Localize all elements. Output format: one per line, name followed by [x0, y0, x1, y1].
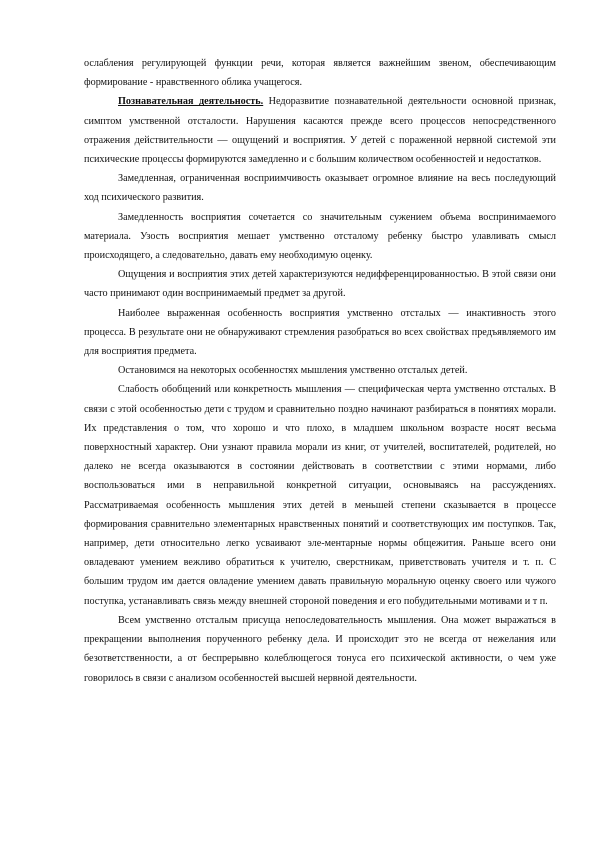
paragraph-5-text: Ощущения и восприятия этих детей характеризуются недифференцированностью. В этой связи они часто принимают один воспринимаемый предмет за другой. — [84, 269, 556, 300]
paragraph-4 — [84, 208, 556, 266]
paragraph-9 — [84, 611, 556, 688]
paragraph-7 — [84, 361, 556, 380]
paragraph-7-text: Остановимся на некоторых особенностях мышления умственно отсталых детей. — [118, 365, 468, 377]
document-page — [84, 54, 556, 688]
paragraph-1 — [84, 54, 556, 92]
paragraph-2 — [84, 92, 556, 169]
section-heading-inline: Познавательная деятельность. — [118, 96, 264, 108]
paragraph-6-text: Наиболее выраженная особенность восприятия умственно отсталых — инактивность этого процесса. В результате они не обнаруживают стремления разобраться во всех свойствах предъявляемого им для восприятия предмета. — [84, 307, 556, 358]
paragraph-5 — [84, 265, 556, 303]
paragraph-1-text: ослабления регулирующей функции речи, которая является важнейшим звеном, обеспечивающим формирование - нравственного облика учащегося. — [84, 58, 556, 89]
paragraph-6 — [84, 304, 556, 362]
paragraph-8-text: Слабость обобщений или конкретность мышления — специфическая черта умственно отсталых. В связи с этой особенностью дети с трудом и сравнительно поздно начинают разбираться в понятиях морали. Их представления о том, что хорошо и что плохо, в младшем школьном возрасте носят весьма поверхностный характер. Они узнают правила морали из книг, от учителей, воспитателей, родителей, но далеко не всегда оказываются в состоянии действовать в соответствии с этими нормами, либо воспользоваться ими в неправильной конкретной ситуации, основываясь на рассуждениях. Рассматриваемая особенность мышления этих детей в меньшей степени сказывается в процессе формирования сравнительно элементарных нравственных понятий и соответствующих им поступков. Так, например, дети относительно легко усваивают эле-ментарные нормы общежития. Раньше всего они овладевают умением вежливо обратиться к учителю, сверстникам, приветствовать учителя и т. п. С большим трудом им дается овладение умением давать правильную моральную оценку своего или чужого поступка, устанавливать связь между внешней стороной поведения и его побудительными мотивами и т п. — [84, 384, 556, 607]
paragraph-3-text: Замедленная, ограниченная восприимчивость оказывает огромное влияние на весь последующий ход психического развития. — [84, 173, 556, 204]
paragraph-4-text: Замедленность восприятия сочетается со значительным сужением объема воспринимаемого материала. Узость восприятия мешает умственно отсталому ребенку быстро улавливать смысл происходящего, а следовательно, давать ему необходимую оценку. — [84, 211, 556, 262]
paragraph-2-text: Недоразвитие познавательной деятельности основной признак, симптом умственной отсталости. Нарушения касаются прежде всего процессов непосредственного отражения действительности — ощущений и восприятия. У детей с пораженной нервной системой эти психические процессы формируются замедленно и с большим количеством особенностей и недостатков. — [84, 96, 557, 166]
paragraph-8 — [84, 380, 556, 610]
paragraph-9-text: Всем умственно отсталым присуща непоследовательность мышления. Она может выражаться в прекращении выполнения порученного ребенку дела. И происходит это не всегда от нежелания или безответственности, а от беспрерывно колеблющегося тонуса его психической активности, о чем уже говорилось в связи с анализом особенностей высшей нервной деятельности. — [84, 614, 556, 684]
paragraph-3 — [84, 169, 556, 207]
